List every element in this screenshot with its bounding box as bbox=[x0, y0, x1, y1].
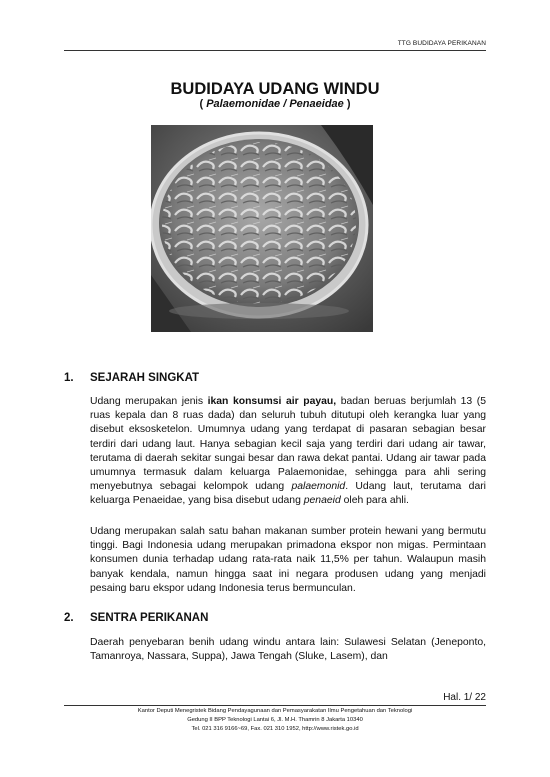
section-1-paragraph-2 bbox=[90, 525, 486, 596]
document-title: BUDIDAYA UDANG WINDU bbox=[170, 80, 380, 98]
footer-rule bbox=[64, 705, 486, 706]
italic-term: penaeid bbox=[303, 495, 341, 507]
shrimp-basket-photo bbox=[151, 125, 373, 332]
footer-line-3: Tel. 021 316 9166~69, Fax. 021 310 1952, http://www.ristek.go.id bbox=[191, 726, 359, 732]
footer-line-1: Kantor Deputi Menegristek Bidang Pendayagunaan dan Pemasyarakatan Ilmu Pengetahuan dan Teknologi bbox=[137, 708, 413, 714]
document-subtitle bbox=[0, 98, 550, 110]
text-run: oleh para ahli. bbox=[340, 495, 409, 507]
paragraph-text: Daerah penyebaran benih udang windu antara lain: Sulawesi Selatan (Jeneponto, Tamanroya, Nassara, Suppa), Jawa Tengah (Sluke, Lasem), dan bbox=[90, 637, 486, 663]
section-number: 2. bbox=[64, 612, 74, 624]
section-1-paragraph-1 bbox=[90, 395, 486, 509]
shrimp-photo-graphic bbox=[151, 125, 373, 332]
text-run: . Udang laut, terutama dari keluarga Penaeidae, yang bisa disebut udang bbox=[90, 481, 486, 507]
paragraph-text: Udang merupakan salah satu bahan makanan sumber protein hewani yang bermutu tinggi. Bagi Indonesia udang merupakan primadona ekspor non migas. Permintaan konsumen dunia terhadap udang rata-rata naik 11,5% per tahun. Walaupun masih banyak kendala, namun hingga saat ini negara produsen udang yang menjadi pesaing baru ekspor udang Indonesia terus bermunculan. bbox=[90, 526, 486, 594]
bold-term: ikan konsumsi air payau, bbox=[207, 396, 337, 407]
section-heading-1 bbox=[64, 372, 199, 384]
text-run: Udang merupakan jenis bbox=[90, 396, 208, 407]
page-number: Hal. 1/ 22 bbox=[443, 692, 486, 703]
section-title: SEJARAH SINGKAT bbox=[90, 372, 200, 384]
italic-term: palaemonid bbox=[291, 481, 346, 493]
subtitle-open: ( bbox=[199, 98, 207, 110]
text-run: badan beruas berjumlah 13 (5 ruas kepala dan 8 ruas dada) dan seluruh tubuh ditutupi oleh kerangka luar yang disebut eksosketelon. Umumnya udang yang terdapat di pasaran sebagian besar terdiri dari udang laut. Hanya sebagian kecil saja yang terdiri dari udang air tawar, terutama di daerah sekitar sungai besar dan rawa dekat pantai. Udang air tawar pada umumnya termasuk dalam keluarga Palaemonidae, sehingga para ahli sering menyebutnya sebagai kelompok udang bbox=[90, 396, 486, 493]
footer-line-2: Gedung II BPP Teknologi Lantai 6, Jl. M.H. Thamrin 8 Jakarta 10340 bbox=[187, 717, 363, 723]
section-number: 1. bbox=[64, 372, 74, 384]
section-title: SENTRA PERIKANAN bbox=[90, 612, 209, 624]
running-header: TTG BUDIDAYA PERIKANAN bbox=[397, 40, 486, 47]
header-rule bbox=[64, 50, 486, 51]
subtitle-latin-name: Palaemonidae / Penaeidae bbox=[206, 98, 344, 110]
subtitle-close: ) bbox=[343, 98, 351, 110]
section-heading-2 bbox=[64, 612, 208, 624]
section-2-paragraph-1 bbox=[90, 636, 486, 664]
